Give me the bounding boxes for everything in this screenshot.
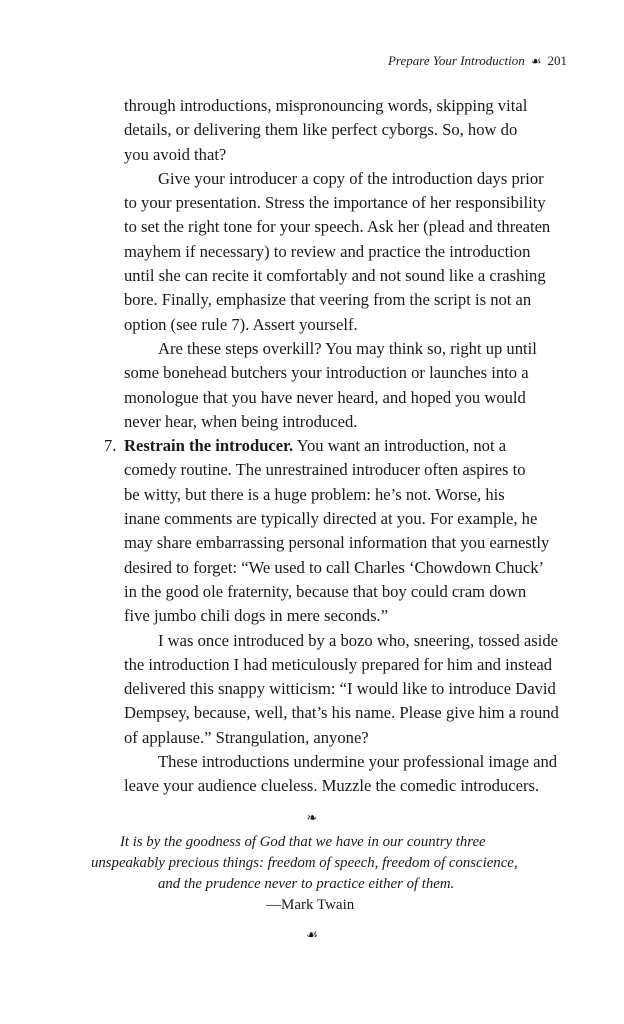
quote-line: unspeakably precious things: freedom of speech, freedom of conscience,	[91, 855, 518, 871]
text-line: bore. Finally, emphasize that veering from the script is not an	[124, 290, 532, 310]
text-line: through introductions, mispronouncing words, skipping vital	[124, 96, 528, 115]
text-line: in the good ole fraternity, because that boy could cram down	[124, 581, 527, 601]
list-item-7	[104, 434, 570, 458]
text-line: be witty, but there is a huge problem: he’s not. Worse, his	[124, 484, 505, 504]
text-line: You want an introduction, not a	[293, 436, 507, 456]
text-line: comedy routine. The unrestrained introducer often aspires to	[124, 460, 526, 480]
text-line: option (see rule 7). Assert yourself.	[124, 314, 358, 334]
text-line: you avoid that?	[124, 144, 227, 164]
text-line: mayhem if necessary) to review and practice the introduction	[124, 241, 531, 261]
list-item-heading: Restrain the introducer.	[124, 436, 294, 456]
text-line: of applause.” Strangulation, anyone?	[124, 727, 369, 747]
list-number: 7.	[104, 436, 117, 456]
text-line: never hear, when being introduced.	[124, 411, 358, 431]
text-line: may share embarrassing personal information that you earnestly	[124, 533, 550, 553]
text-line: Give your introducer a copy of the introduction days prior	[158, 168, 544, 188]
text-line: some bonehead butchers your introduction or launches into a	[124, 363, 529, 383]
quote-attribution: —Mark Twain	[266, 897, 355, 913]
text-line: inane comments are typically directed at you. For example, he	[124, 509, 538, 529]
quote-line: and the prudence never to practice either of them.	[158, 876, 455, 892]
header-ornament-icon: ☙	[530, 54, 542, 68]
page-number: 201	[547, 53, 567, 68]
text-line: Are these steps overkill? You may think so, right up until	[158, 338, 537, 358]
text-line: I was once introduced by a bozo who, sneering, tossed aside	[158, 630, 558, 650]
text-line: monologue that you have never heard, and hoped you would	[124, 387, 526, 407]
fleuron-icon: ❧	[306, 810, 318, 825]
quote-line: It is by the goodness of God that we have in our country three	[120, 834, 486, 850]
running-header	[388, 53, 567, 69]
text-line: five jumbo chili dogs in mere seconds.”	[124, 606, 389, 626]
text-line: delivered this snappy witticism: “I would like to introduce David	[124, 679, 556, 699]
text-line: the introduction I had meticulously prepared for him and instead	[124, 654, 553, 674]
text-line: details, or delivering them like perfect cyborgs. So, how do	[124, 120, 518, 140]
header-title: Prepare Your Introduction	[387, 53, 525, 68]
text-line: These introductions undermine your professional image and	[158, 752, 558, 772]
text-line: leave your audience clueless. Muzzle the comedic introducers.	[124, 776, 540, 796]
text-line: until she can recite it comfortably and not sound like a crashing	[124, 266, 546, 286]
text-line: desired to forget: “We used to call Charles ‘Chowdown Chuck’	[124, 557, 545, 577]
fleuron-icon: ☙	[306, 927, 318, 942]
text-line: to your presentation. Stress the importance of her responsibility	[124, 193, 546, 213]
body-text	[104, 94, 570, 799]
text-line: to set the right tone for your speech. Ask her (plead and threaten	[124, 217, 551, 237]
text-line: Dempsey, because, well, that’s his name. Please give him a round	[124, 703, 559, 723]
